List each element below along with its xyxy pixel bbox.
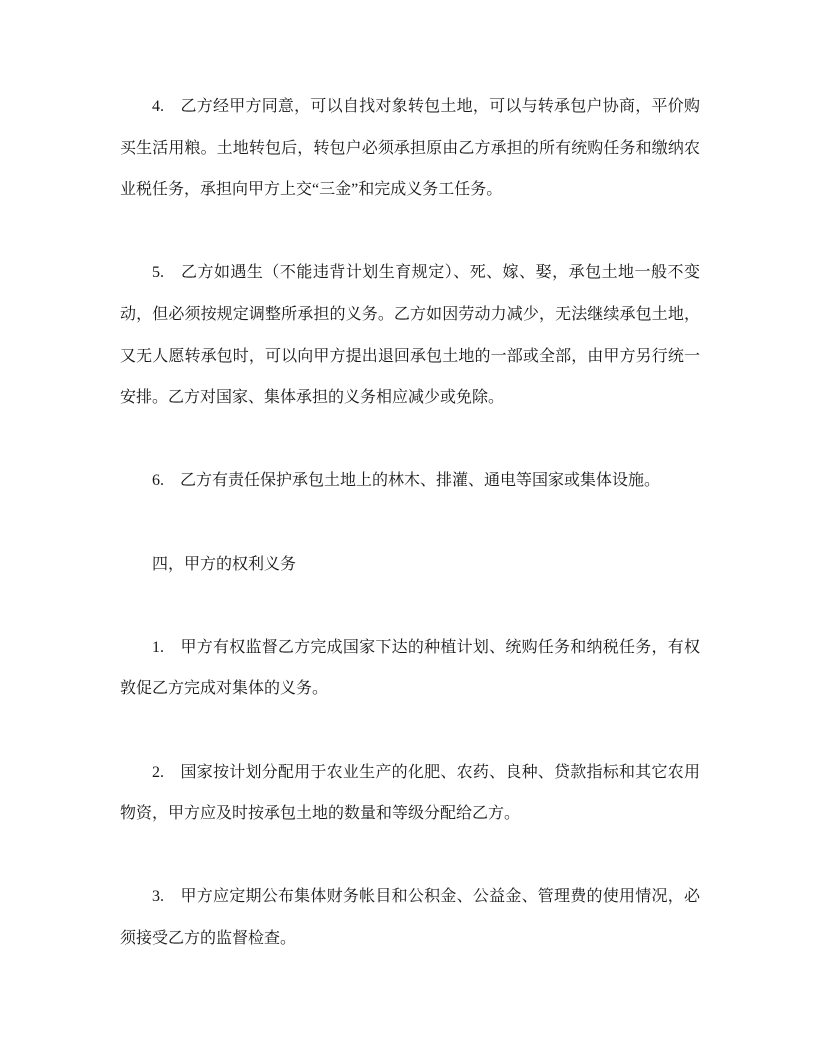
paragraph-clause-6: 6. 乙方有责任保护承包土地上的林木、排灌、通电等国家或集体设施。 — [152, 472, 661, 490]
paragraph-clause-3: 3. 甲方应定期公布集体财务帐目和公积金、公益金、管理费的使用情况，必须接受乙方的监督检查。 — [120, 888, 700, 947]
paragraph-clause-1: 1. 甲方有权监督乙方完成国家下达的种植计划、统购任务和纳税任务，有权敦促乙方完成对集体的义务。 — [120, 638, 700, 698]
paragraph-clause-2: 2. 国家按计划分配用于农业生产的化肥、农药、良种、贷款指标和其它农用物资，甲方应及时按承包土地的数量和等级分配给乙方。 — [120, 763, 700, 823]
paragraph-clause-5: 5. 乙方如遇生（不能违背计划生育规定）、死、嫁、娶，承包土地一般不变动，但必须按规定调整所承担的义务。乙方如因劳动力减少，无法继续承包土地，又无人愿转承包时，可以向甲方提出退回承包土地的一部或全部，由甲方另行统一安排。乙方对国家、集体承担的义务相应减少或免除。 — [120, 264, 700, 407]
section-heading: 四，甲方的权利义务 — [152, 555, 297, 573]
paragraph-clause-4: 4. 乙方经甲方同意，可以自找对象转包土地，可以与转承包户协商，平价购买生活用粮。土地转包后，转包户必须承担原由乙方承担的所有统购任务和缴纳农业税任务，承担向甲方上交“三金”和完成义务工任务。 — [120, 98, 700, 199]
